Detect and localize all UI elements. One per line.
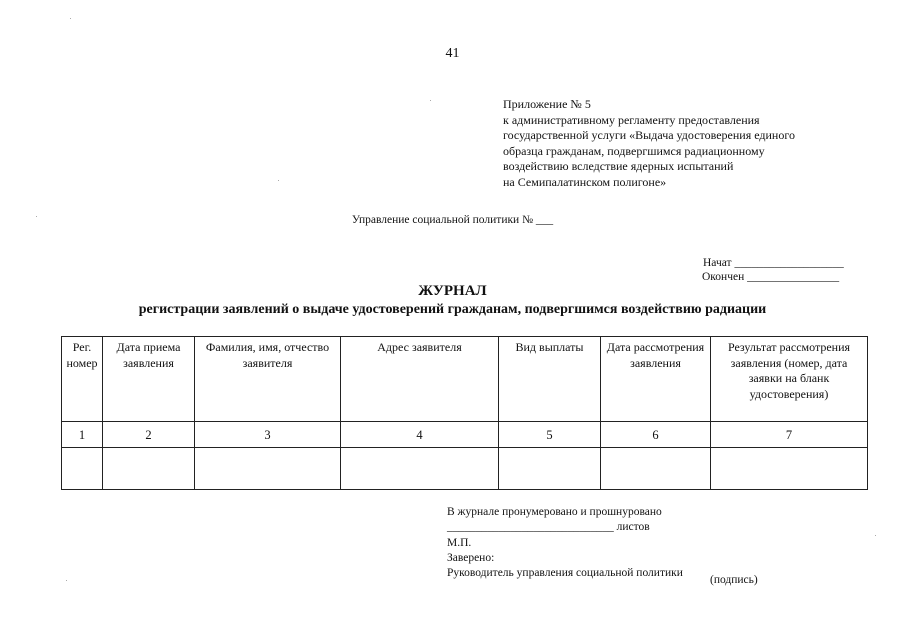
table-number-row [62, 422, 868, 448]
column-number-cell: 3 [195, 422, 341, 448]
scan-speck [66, 580, 67, 581]
seal-placeholder: М.П. [447, 536, 472, 549]
column-number-cell: 5 [499, 422, 601, 448]
scan-speck [875, 535, 876, 536]
department-line: Управление социальной политики № ___ [351, 214, 554, 226]
journal-title: ЖУРНАЛ [418, 283, 487, 299]
table-row [62, 448, 868, 490]
scan-speck [278, 180, 279, 181]
empty-cell [341, 448, 499, 490]
empty-cell [499, 448, 601, 490]
started-field: Начат ___________________ [703, 257, 844, 269]
empty-cell [601, 448, 711, 490]
scan-speck [36, 216, 37, 217]
appendix-note [503, 97, 795, 190]
scan-speck [430, 100, 431, 101]
empty-cell [195, 448, 341, 490]
appendix-line: воздействию вследствие ядерных испытаний [503, 159, 734, 173]
table-header-row [62, 337, 868, 422]
table-header-cell: Дата приема заявления [103, 337, 195, 422]
appendix-line: на Семипалатинском полигоне» [503, 174, 667, 189]
signature-caption: (подпись) [710, 574, 758, 586]
journal-subtitle: регистрации заявлений о выдаче удостоверений гражданам, подвергшимся воздействию радиации [138, 302, 767, 317]
appendix-line: образца гражданам, подвергшимся радиационному [503, 143, 765, 158]
table-header-cell: Дата рассмотрения заявления [601, 337, 711, 422]
column-number-cell: 1 [62, 422, 103, 448]
finished-field: Окончен ________________ [702, 271, 840, 283]
appendix-line: государственной услуги «Выдача удостоверения единого [503, 128, 795, 142]
empty-cell [62, 448, 103, 490]
empty-cell [711, 448, 868, 490]
table-header-cell: Адрес заявителя [341, 337, 499, 422]
appendix-line: Приложение № 5 [503, 97, 591, 111]
column-number-cell: 7 [711, 422, 868, 448]
table-header-cell: Рег. номер [62, 337, 103, 422]
sheets-line: _____________________________ листов [447, 521, 650, 534]
table-header-cell: Результат рассмотрения заявления (номер, дата заявки на бланк удостоверения) [711, 337, 868, 422]
appendix-line: к административному регламенту предоставления [503, 112, 760, 127]
page-number: 41 [445, 46, 460, 61]
column-number-cell: 4 [341, 422, 499, 448]
table-header-cell: Фамилия, имя, отчество заявителя [195, 337, 341, 422]
head-title: Руководитель управления социальной политики [447, 567, 683, 580]
certified-label: Заверено: [447, 551, 495, 564]
certification-block [447, 505, 683, 581]
table-header-cell: Вид выплаты [499, 337, 601, 422]
empty-cell [103, 448, 195, 490]
column-number-cell: 2 [103, 422, 195, 448]
scan-speck [70, 18, 71, 19]
registration-table [61, 336, 868, 490]
column-number-cell: 6 [601, 422, 711, 448]
numbered-note: В журнале пронумеровано и прошнуровано [447, 506, 662, 518]
